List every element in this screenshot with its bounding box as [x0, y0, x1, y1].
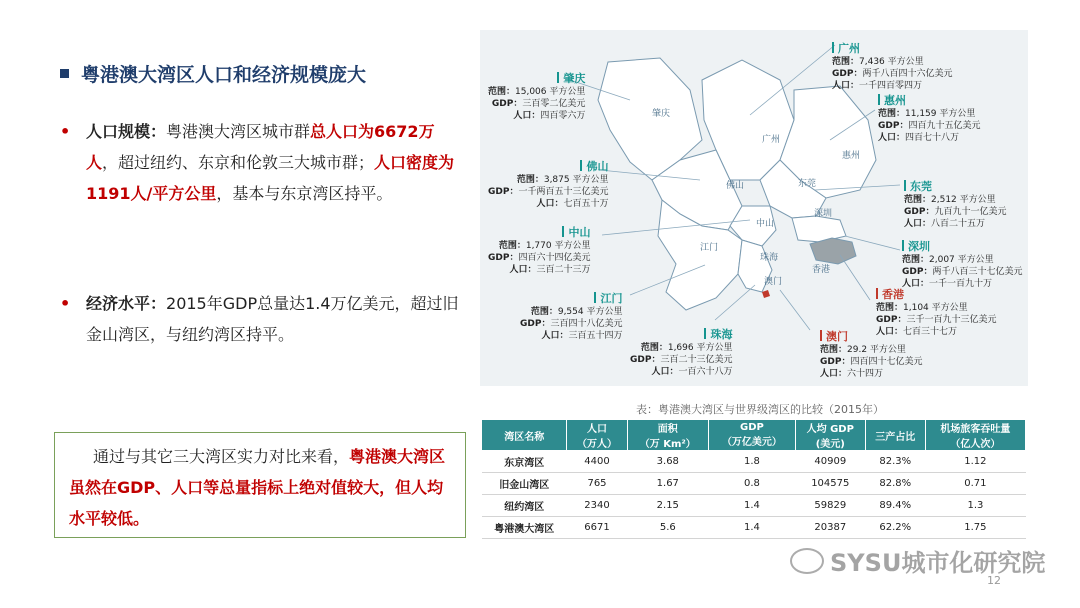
- city-info-zhaoqing: 肇庆 范围：15,006 平方公里 GDP：三百零二亿美元 人口：四百零六万: [488, 72, 586, 121]
- city-info-huizhou: 惠州 范围：11,159 平方公里 GDP：四百九十五亿美元 人口：四百七十八万: [878, 94, 981, 143]
- map-region-label: 广州: [762, 135, 781, 145]
- table-header-cell: 人口 （万人）: [567, 420, 627, 451]
- city-info-guangzhou: 广州 范围：7,436 平方公里 GDP：两千八百四十六亿美元 人口：一千四百零四万: [832, 42, 953, 91]
- bullet-population: [60, 116, 460, 209]
- table-header-cell: 人均 GDP (美元): [795, 420, 865, 451]
- city-info-zhuhai: 珠海 范围：1,696 平方公里 GDP：三百二十三亿美元 人口：一百六十八万: [630, 328, 733, 377]
- table-header-cell: 机场旅客吞吐量 （亿人次）: [925, 420, 1025, 451]
- bullet-text: 2015年GDP总量达1.4万亿美元，超过旧金山湾区，与纽约湾区持平。: [86, 294, 459, 344]
- city-info-jiangmen: 江门 范围：9,554 平方公里 GDP：三百四十八亿美元 人口：三百五十四万: [520, 292, 623, 341]
- city-info-hongkong: 香港 范围：1,104 平方公里 GDP：三千一百九十三亿美元 人口：七百三十七万: [876, 288, 997, 337]
- watermark: [790, 543, 1045, 578]
- table-row: 东京湾区 4400 3.68 1.8 40909 82.3% 1.12: [482, 451, 1026, 473]
- table-header-row: [482, 420, 1026, 451]
- map-region-label: 中山: [756, 219, 775, 229]
- map-region-label: 深圳: [814, 209, 833, 219]
- slide-title: [60, 60, 366, 87]
- bullet-dot-icon: •: [60, 294, 71, 313]
- table-row: 粤港澳大湾区 6671 5.6 1.4 20387 62.2% 1.75: [482, 517, 1026, 539]
- map-region-label: 佛山: [726, 181, 745, 191]
- bullet-dot-icon: •: [60, 122, 71, 141]
- callout-highlight: 粤港澳大湾区虽然在GDP、人口等总量指标上绝对值较大，但人均水平较低。: [69, 447, 446, 528]
- region-hongkong: [810, 238, 856, 264]
- bullet-text: ，基本与东京湾区持平。: [216, 184, 393, 203]
- city-info-foshan: 佛山 范围：3,875 平方公里 GDP：一千两百五十三亿美元 人口：七百五十万: [488, 160, 609, 209]
- map-region-label: 江门: [700, 243, 719, 253]
- square-bullet-icon: [60, 69, 69, 78]
- map-region-label: 澳门: [764, 277, 783, 287]
- wechat-icon: [790, 548, 824, 574]
- bullet-label: 人口规模：: [86, 122, 167, 141]
- bullet-highlight: 总人口为6672万人: [86, 122, 435, 172]
- bullet-text: ，超过纽约、东京和伦敦三大城市群；: [102, 153, 375, 172]
- table-row: 纽约湾区 2340 2.15 1.4 59829 89.4% 1.3: [482, 495, 1026, 517]
- map-region-label: 肇庆: [652, 109, 671, 119]
- gba-map: [480, 30, 1028, 386]
- city-info-zhongshan: 中山 范围：1,770 平方公里 GDP：四百六十四亿美元 人口：三百二十三万: [488, 226, 591, 275]
- table-header-cell: GDP （万亿美元）: [709, 420, 796, 451]
- map-region-label: 珠海: [760, 253, 779, 263]
- city-info-dongguan: 东莞 范围：2,512 平方公里 GDP：九百九十一亿美元 人口：八百二十五万: [904, 180, 1007, 229]
- region-macau: [762, 290, 770, 298]
- page-number: 12: [987, 574, 1001, 587]
- table-header-cell: 三产占比: [865, 420, 925, 451]
- callout-text: 通过与其它三大湾区实力对比来看，: [93, 447, 350, 466]
- city-info-shenzhen: 深圳 范围：2,007 平方公里 GDP：两千八百三十七亿美元 人口：一千一百九十万: [902, 240, 1023, 289]
- table-header-cell: 湾区名称: [482, 420, 567, 451]
- bay-comparison-table: [481, 419, 1026, 539]
- table-row: 旧金山湾区 765 1.67 0.8 104575 82.8% 0.71: [482, 473, 1026, 495]
- region-shenzhen: [792, 216, 846, 242]
- map-region-label: 惠州: [842, 151, 861, 161]
- city-info-macau: 澳门 范围：29.2 平方公里 GDP：四百四十七亿美元 人口：六十四万: [820, 330, 923, 379]
- bullet-text: 粤港澳大湾区城市群: [166, 122, 311, 141]
- table-caption: 表：粤港澳大湾区与世界级湾区的比较（2015年）: [636, 403, 884, 416]
- conclusion-callout: [54, 432, 466, 538]
- bullet-highlight: 人口密度为1191人/平方公里: [86, 153, 455, 203]
- table-header-cell: 面积 （万 Km²）: [627, 420, 709, 451]
- map-region-label: 东莞: [798, 179, 817, 189]
- bullet-economy: [60, 288, 460, 350]
- watermark-text: SYSU城市化研究院: [830, 549, 1046, 577]
- map-region-label: 香港: [812, 265, 831, 275]
- slide-title-text: 粤港澳大湾区人口和经济规模庞大: [81, 64, 367, 86]
- bullet-label: 经济水平：: [86, 294, 167, 313]
